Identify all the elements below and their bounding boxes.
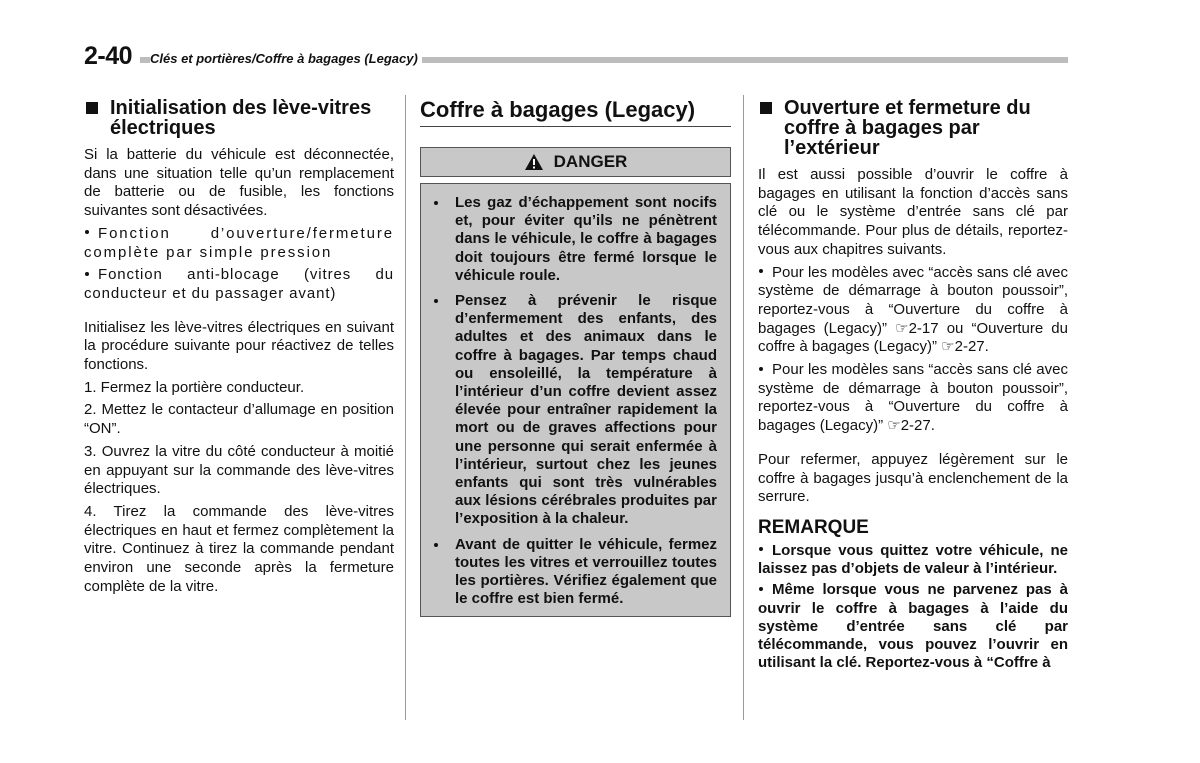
section-heading [84, 98, 394, 138]
step-item: 1. Fermez la portière conducteur. [84, 378, 305, 396]
step-item: 4. Tirez la commande des lève-vitres électriques en haut et fermez complètement la vitre. Continuez à tirez la commande pendant environ une seconde après la fermeture complète de la vitre. [84, 502, 394, 595]
intro-paragraph: Si la batterie du véhicule est déconnectée, dans une situation telle qu’un remplacement de batterie ou de fusible, les fonctions suivantes sont désactivées. [84, 146, 394, 220]
danger-item: Les gaz d’échappement sont nocifs et, pour éviter qu’ils ne pénètrent dans le véhicule, le coffre à bagages doit toujours être fermé lorsque le véhicule roule. [434, 194, 717, 285]
column-divider-left [405, 95, 406, 720]
danger-item: Pensez à prévenir le risque d’enfermement des enfants, des adultes et des animaux dans le coffre à bagages. Par temps chaud ou ensoleillé, la température à l’intérieur d’un coffre devient assez élevée pour entraîner rapidement la mort ou de graves affections pour une personne qui serait enfermée à l’intérieur, surtout chez les jeunes enfants qui sont très vulnérables aux lésions cérébrales produites par l’exposition à la chaleur. [434, 292, 717, 529]
title-rule [420, 126, 731, 127]
step-item: 2. Mettez le contacteur d’allumage en position “ON”. [84, 401, 394, 438]
section-square-icon [760, 102, 772, 114]
page-number: 2-40 [84, 42, 133, 70]
heading-text: Initialisation des lève-vitres électriques [110, 97, 372, 139]
bullet-icon [759, 367, 763, 371]
section-trunk [420, 98, 731, 617]
intro-paragraph: Il est aussi possible d’ouvrir le coffre à bagages en utilisant la fonction d’accès sans clé ou le système d’entrée sans clé par télécommande. Pour plus de détails, reportez-vous aux chapitres suivants. [758, 166, 1068, 258]
column-divider-right [743, 95, 744, 720]
section-heading [758, 98, 1068, 158]
danger-banner [420, 147, 731, 177]
note-item: Même lorsque vous ne parvenez pas à ouvrir le coffre à bagages à l’aide du système d’entrée sans clé par télécommande, vous pouvez l’ouvrir en utilisant la clé. Reportez-vous à “Coffre à [758, 581, 1068, 672]
warning-triangle-icon [524, 153, 544, 171]
danger-item: Avant de quitter le véhicule, fermez toutes les vitres et verrouillez toutes les portières. Vérifiez également que le coffre est bien fermé. [434, 536, 717, 609]
danger-box [420, 183, 731, 617]
bullet-icon [759, 269, 763, 273]
danger-label: DANGER [553, 152, 628, 171]
bullet-icon [759, 587, 763, 591]
list-item: Pour les modèles avec “accès sans clé avec système de démarrage à bouton poussoir”, reportez-vous à “Ouverture du coffre à bagages (Legacy)” ☞2-17 ou “Ouverture du coffre à bagages (Legacy)” ☞2-27. [758, 263, 1068, 356]
bullet-icon [434, 299, 438, 303]
bullet-icon [85, 272, 89, 276]
paragraph: Initialisez les lève-vitres électriques en suivant la procédure suivante pour réactivez de telles fonctions. [84, 318, 394, 374]
section-square-icon [86, 102, 98, 114]
heading-text: Ouverture et fermeture du coffre à bagages par l’extérieur [784, 97, 1031, 159]
list-item: Fonction d’ouverture/fermeture complète par simple pression [84, 224, 394, 261]
note-item: Lorsque vous quittez votre véhicule, ne laissez pas d’objets de valeur à l’intérieur. [758, 541, 1068, 578]
section-trunk-opening [758, 98, 1068, 672]
bullet-icon [434, 201, 438, 205]
bullet-icon [434, 543, 438, 547]
list-item: Pour les modèles sans “accès sans clé avec système de démarrage à bouton poussoir”, reportez-vous à “Ouverture du coffre à bagages (Legacy)” ☞2-27. [758, 361, 1068, 435]
step-item: 3. Ouvrez la vitre du côté conducteur à moitié en appuyant sur la commande des lève-vitres électriques. [84, 442, 394, 498]
bullet-icon [759, 547, 763, 551]
list-item: Fonction anti-blocage (vitres du conducteur et du passager avant) [84, 266, 394, 302]
section-title: Coffre à bagages (Legacy) [420, 97, 696, 122]
bullet-icon [85, 230, 89, 234]
section-power-windows [84, 98, 394, 596]
note-heading: REMARQUE [758, 516, 869, 538]
page-header-title: Clés et portières/Coffre à bagages (Legacy) [150, 52, 422, 65]
paragraph: Pour refermer, appuyez légèrement sur le coffre à bagages jusqu’à enclenchement de la serrure. [758, 450, 1068, 506]
